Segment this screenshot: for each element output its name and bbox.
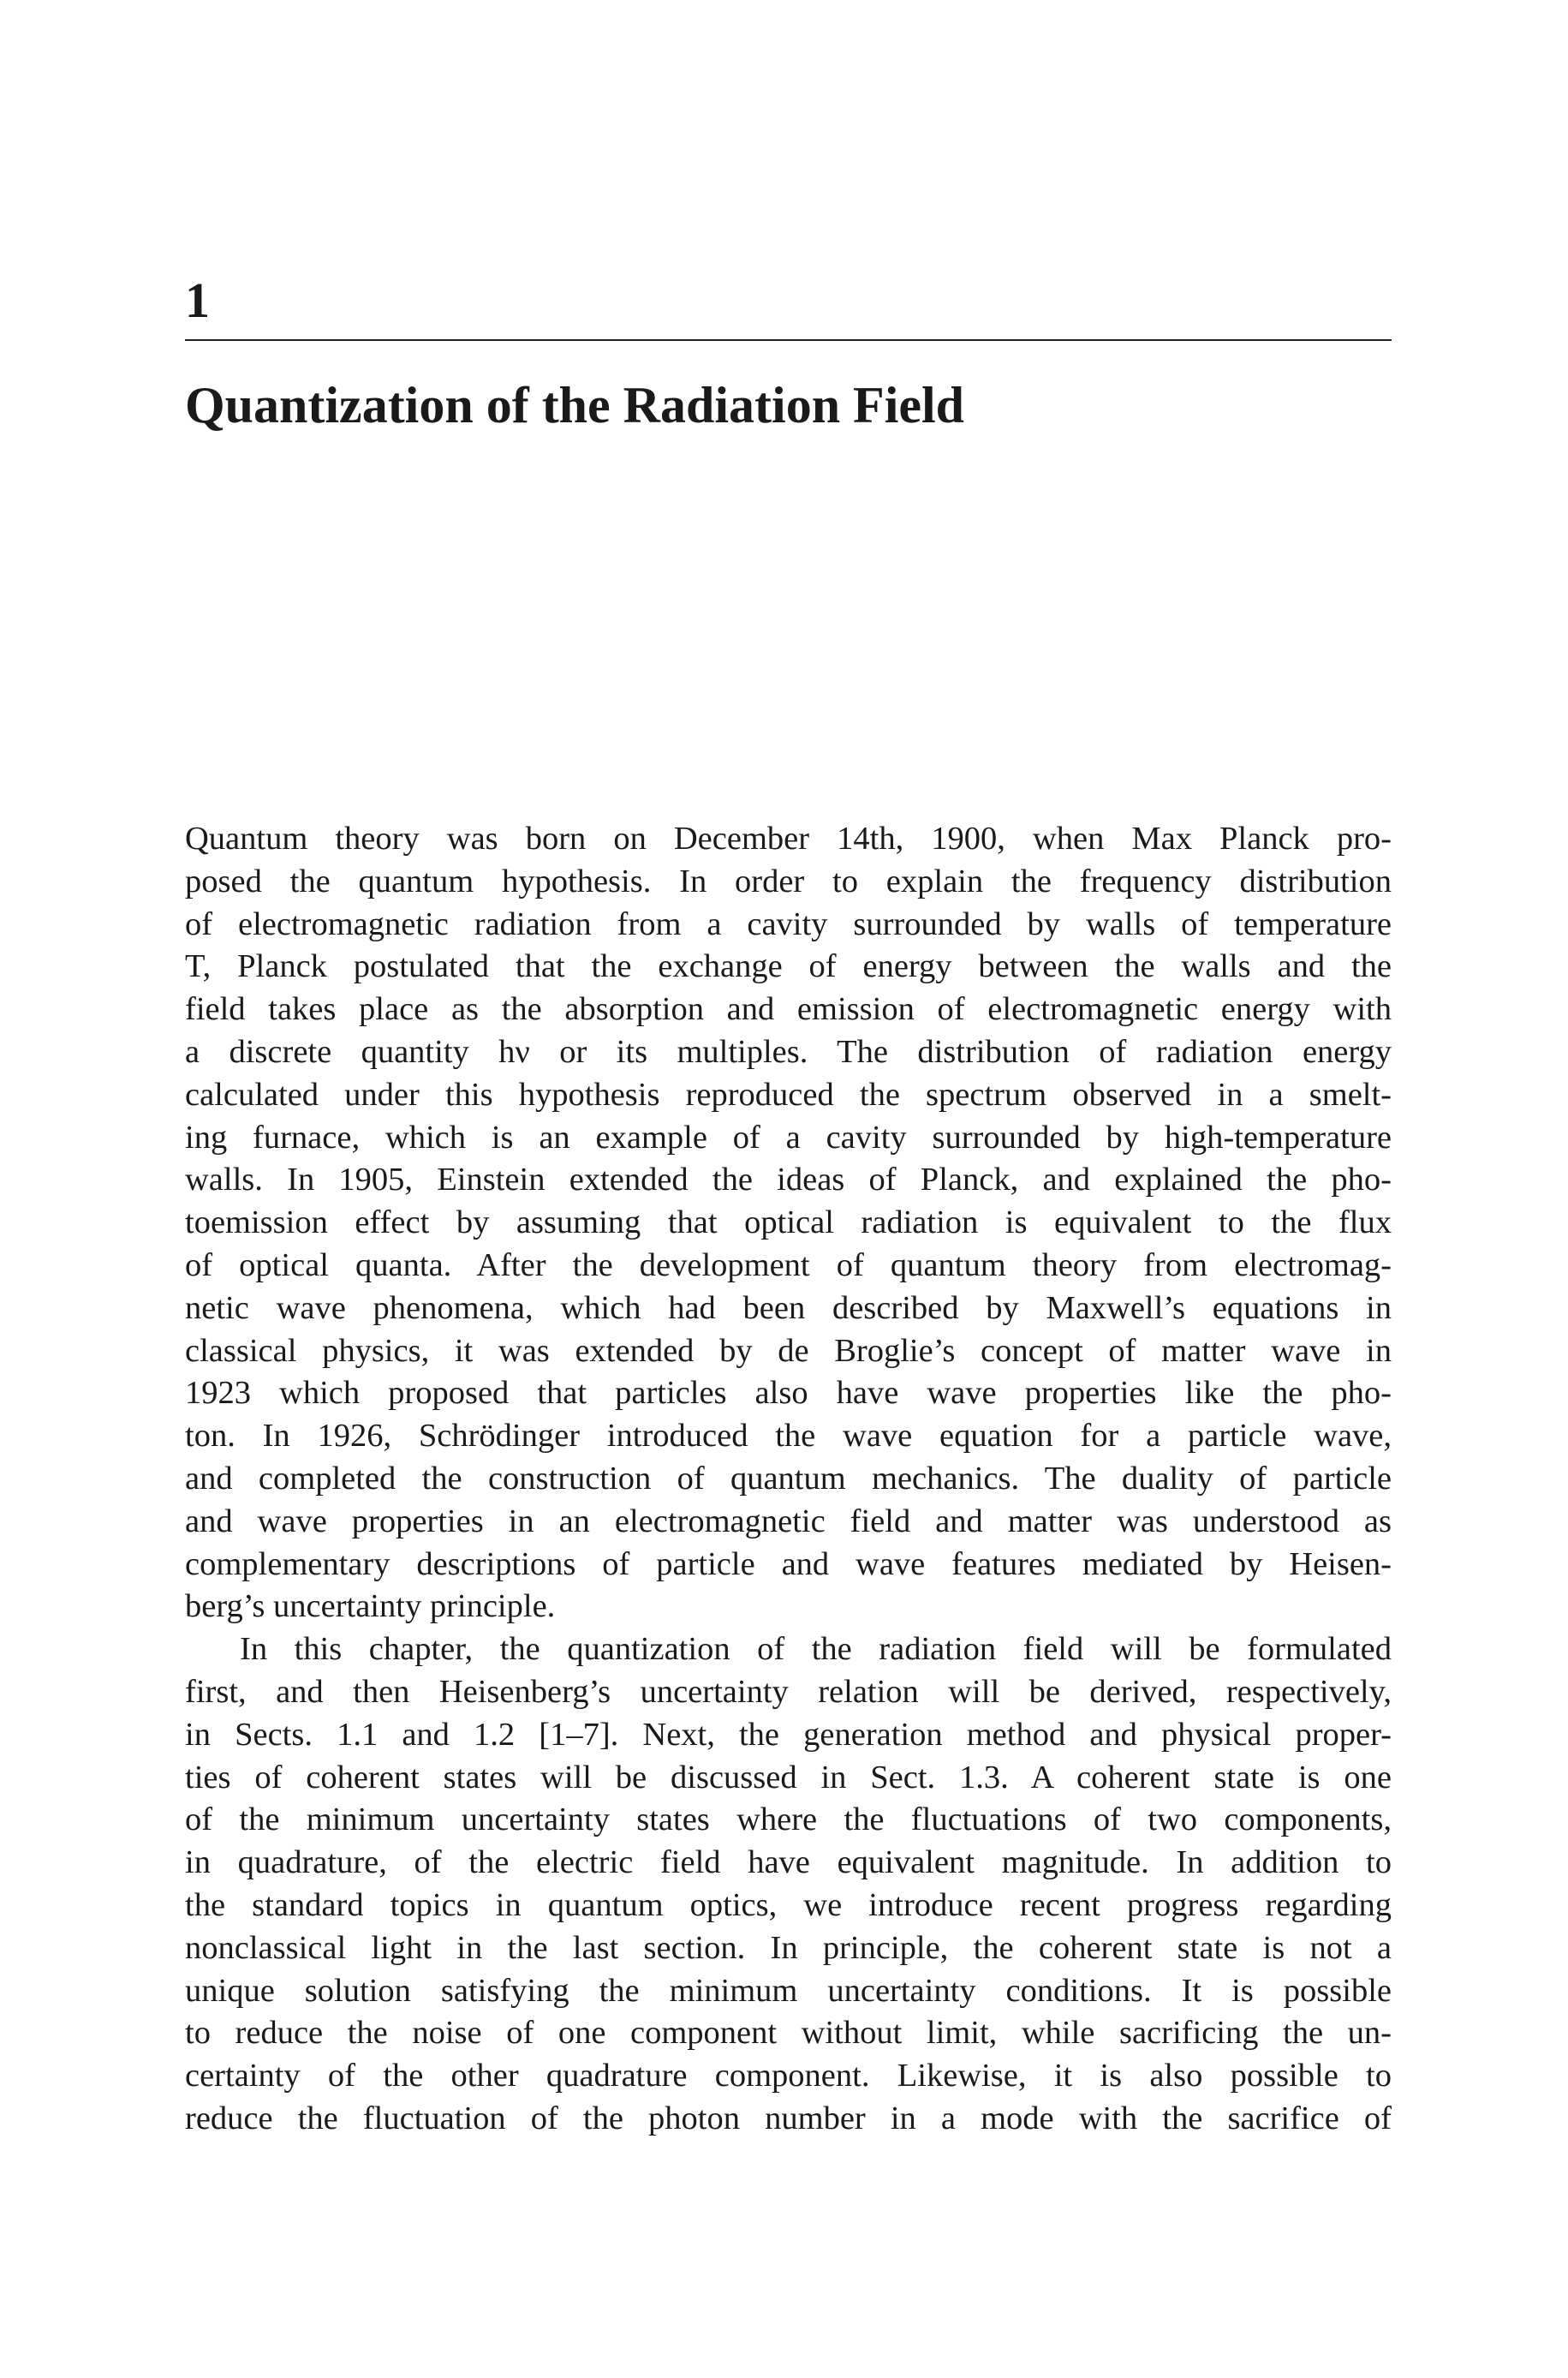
text-line: ties of coherent states will be discussed in Sect. 1.3. A coherent state is one [185, 1759, 1392, 1795]
text-line: netic wave phenomena, which had been described by Maxwell’s equations in [185, 1289, 1392, 1326]
text-line: field takes place as the absorption and emission of electromagnetic energy with [185, 991, 1392, 1028]
text-line: of electromagnetic radiation from a cavity surrounded by walls of temperature [185, 905, 1392, 942]
text-line: and completed the construction of quantum mechanics. The duality of particle [185, 1460, 1392, 1497]
text-line: complementary descriptions of particle and wave features mediated by Heisen- [185, 1545, 1392, 1582]
text-line: of the minimum uncertainty states where the fluctuations of two components, [185, 1801, 1392, 1838]
text-line: toemission effect by assuming that optical radiation is equivalent to the flux [185, 1204, 1392, 1241]
text-line: a discrete quantity hν or its multiples. The distribution of radiation energy [185, 1033, 1392, 1070]
text-line: certainty of the other quadrature component. Likewise, it is also possible to [185, 2058, 1392, 2094]
text-line: In this chapter, the quantization of the radiation field will be formulated [240, 1631, 1392, 1668]
text-line: in quadrature, of the electric field have equivalent magnitude. In addition to [185, 1844, 1392, 1881]
text-line: calculated under this hypothesis reproduced the spectrum observed in a smelt- [185, 1076, 1392, 1113]
text-line: classical physics, it was extended by de Broglie’s concept of matter wave in [185, 1332, 1392, 1369]
text-line: the standard topics in quantum optics, we introduce recent progress regarding [185, 1886, 1392, 1923]
paragraph-2 [185, 1628, 1392, 2141]
text-line: first, and then Heisenberg’s uncertainty relation will be derived, respectively, [185, 1673, 1392, 1710]
text-line: Quantum theory was born on December 14th, 1900, when Max Planck pro- [185, 821, 1392, 857]
text-line: 1923 which proposed that particles also have wave properties like the pho- [185, 1375, 1392, 1412]
text-line: in Sects. 1.1 and 1.2 [1–7]. Next, the generation method and physical proper- [185, 1716, 1392, 1753]
text-line: unique solution satisfying the minimum uncertainty conditions. It is possible [185, 1972, 1392, 2009]
text-line: reduce the fluctuation of the photon number in a mode with the sacrifice of [185, 2100, 1392, 2136]
text-line: berg’s uncertainty principle. [185, 1588, 556, 1625]
text-line: of optical quanta. After the development of quantum theory from electromag- [185, 1246, 1392, 1283]
text-line: ton. In 1926, Schrödinger introduced the wave equation for a particle wave, [185, 1418, 1392, 1455]
text-line: nonclassical light in the last section. In principle, the coherent state is not a [185, 1929, 1392, 1966]
chapter-number: 1 [185, 272, 210, 328]
text-line: posed the quantum hypothesis. In order to explain the frequency distribution [185, 863, 1392, 899]
text-line: T, Planck postulated that the exchange of energy between the walls and the [185, 948, 1392, 985]
paragraph-1 [185, 818, 1392, 1628]
text-line: walls. In 1905, Einstein extended the ideas of Planck, and explained the pho- [185, 1162, 1392, 1198]
text-line: ing furnace, which is an example of a cavity surrounded by high-temperature [185, 1119, 1392, 1156]
chapter-heading-rule [185, 339, 1392, 341]
text-line: and wave properties in an electromagnetic field and matter was understood as [185, 1503, 1392, 1539]
text-line: to reduce the noise of one component without limit, while sacrificing the un- [185, 2015, 1392, 2052]
chapter-title: Quantization of the Radiation Field [185, 377, 965, 433]
body-text [185, 818, 1392, 2141]
